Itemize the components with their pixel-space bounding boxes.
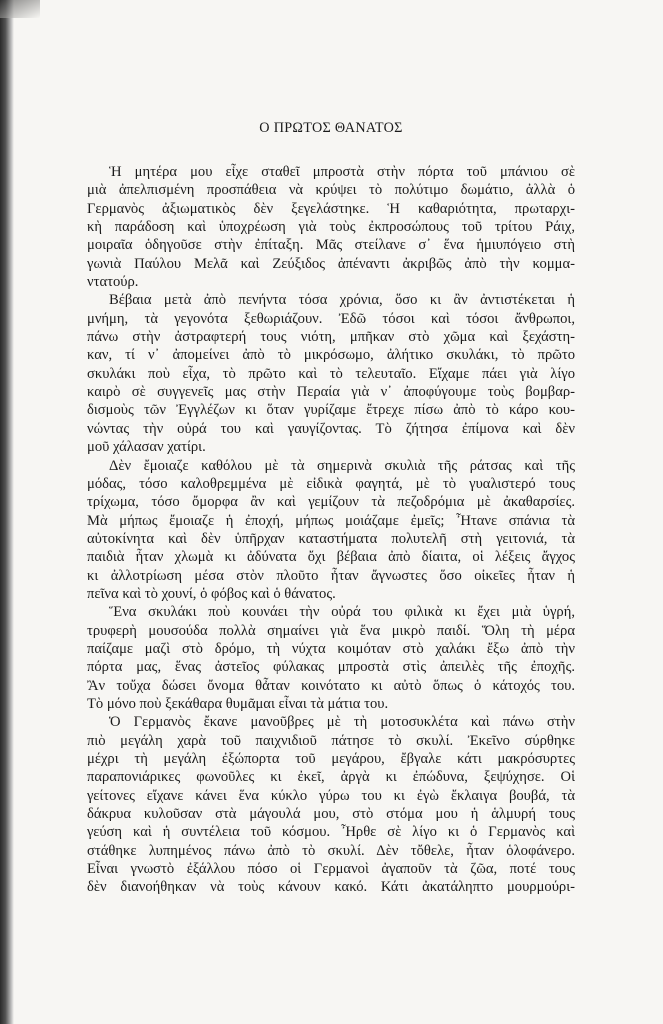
text-line: μόδας, τόσο καλοθρεμμένα μὲ εἰδικὰ φαγητά, μὲ τὸ γυαλιστερό τους: [87, 475, 575, 492]
text-line: Βέβαια μετὰ ἀπὸ πενήντα τόσα χρόνια, ὅσο κι ἂν ἀντιστέκεται ἡ: [109, 292, 575, 309]
text-line: νώντας τὴν οὐρά του καὶ γαυγίζοντας. Τὸ ζήτησα ἐπίμονα καὶ δὲν: [87, 420, 575, 437]
page-gutter-shadow: [0, 0, 14, 1024]
text-line: δάκρυα κυλοῦσαν στὰ μάγουλά μου, στὸ στόμα μου ἡ ἁλμυρή τους: [87, 806, 575, 823]
chapter-title: Ο ΠΡΩΤΟΣ ΘΑΝΑΤΟΣ: [259, 120, 403, 136]
text-line: Ἡ μητέρα μου εἶχε σταθεῖ μπροστὰ στὴν πόρτα τοῦ μπάνιου σὲ: [109, 164, 575, 180]
text-line: γωνιὰ Παύλου Μελᾶ καὶ Ζεύξιδος ἀπέναντι ἀκριβῶς ἀπὸ τὴν κομμα-: [87, 255, 575, 272]
text-line: Ἂν τοὔχα δώσει ὄνομα θἆταν κοινότατο κι αὐτὸ ὅπως ὁ κάτοχός του.: [87, 677, 575, 694]
page-content: [87, 120, 575, 897]
text-line: καιρὸ σὲ συγγενεῖς μας στὴν Περαία γιὰ ν᾽ ἀποφύγουμε τοὺς βομβαρ-: [87, 384, 575, 401]
text-line: πιὸ μεγάλη χαρὰ τοῦ παιχνιδιοῦ πάτησε τὸ σκυλί. Ἐκεῖνο σύρθηκε: [87, 732, 575, 749]
text-line: γείτονες εἴχανε κάνει ἕνα κύκλο γύρω του κι ἐγὼ ἔκλαιγα βουβά, τὰ: [87, 787, 575, 804]
text-line: Εἶναι γνωστὸ ἐξάλλου πόσο οἱ Γερμανοὶ ἀγαποῦν τὰ ζῶα, ποτέ τους: [87, 861, 575, 878]
paragraph: [87, 603, 575, 713]
text-line: κι ἀλλοτρίωση μέσα στὸν πλοῦτο ἦταν ἄγνωστες ὅσο οἰκεῖες ἦταν ἡ: [87, 567, 575, 584]
text-line: Ἕνα σκυλάκι ποὺ κουνάει τὴν οὐρά του φιλικὰ κι ἔχει μιὰ ὑγρή,: [109, 604, 575, 621]
text-line: κὴ παράδοση καὶ ὑποχρέωση γιὰ τοὺς ἐκπροσώπους τοῦ τρίτου Ράιχ,: [87, 219, 575, 236]
text-line: δὲν διανοήθηκαν νὰ τοὺς κάνουν κακό. Κάτι ἀκατάληπτο μουρμούρι-: [87, 879, 575, 896]
text-line: παραπονιάρικες φωνοῦλες κι ἐκεῖ, ἀργὰ κι ἐπώδυνα, ξεψύχησε. Οἱ: [87, 769, 575, 786]
text-line: Γερμανὸς ἀξιωματικὸς δὲν ξεγελάστηκε. Ἡ καθαριότητα, πρωταρχι-: [87, 200, 575, 217]
text-line: γεύση καὶ ἡ συντέλεια τοῦ κόσμου. Ἦρθε σὲ λίγο κι ὁ Γερμανὸς καὶ: [87, 824, 575, 841]
text-line: Δὲν ἔμοιαζε καθόλου μὲ τὰ σημερινὰ σκυλιὰ τῆς ράτσας καὶ τῆς: [109, 457, 575, 474]
text-line: πεῖνα καὶ τὸ χουνί, ὁ φόβος καὶ ὁ θάνατος.: [87, 585, 336, 602]
paragraph: [87, 163, 575, 291]
paragraph: [87, 291, 575, 456]
text-line: Ὁ Γερμανὸς ἔκανε μανοῦβρες μὲ τὴ μοτοσυκλέτα καὶ πάνω στὴν: [109, 714, 575, 731]
paragraph: [87, 713, 575, 896]
text-line: τρίχωμα, τόσο ὄμορφα ἂν καὶ γεμίζουν τὰ πεζοδρόμια μὲ ἀκαθαρσίες.: [87, 494, 575, 511]
paragraph: [87, 457, 575, 604]
text-line: Τὸ μόνο ποὺ ξεκάθαρα θυμᾶμαι εἶναι τὰ μάτια του.: [87, 695, 389, 712]
text-line: καν, τί ν᾽ ἀπομείνει ἀπὸ τὸ μικρόσωμο, ἀλήτικο σκυλάκι, τὸ πρῶτο: [87, 347, 575, 364]
text-line: μνήμη, τὰ γεγονότα ξεθωριάζουν. Ἐδῶ τόσοι καὶ τόσοι ἄνθρωποι,: [87, 310, 575, 327]
text-line: αὐτοκίνητα καὶ δὲν ὑπῆρχαν καταστήματα πολυτελῆ στὴ γειτονιά, τὰ: [87, 530, 575, 547]
text-line: πάνω στὴν ἀστραφτερή τους νιότη, μπῆκαν στὸ χῶμα καὶ ξεχάστη-: [87, 329, 575, 346]
text-line: μιὰ ἀπελπισμένη προσπάθεια νὰ κρύψει τὸ πολύτιμο δωμάτιο, ἀλλὰ ὁ: [87, 182, 575, 199]
text-line: σκυλάκι ποὺ εἶχα, τὸ πρῶτο καὶ τὸ τελευταῖο. Εἴχαμε πάει γιὰ λίγο: [87, 365, 575, 382]
text-line: στάθηκε λυπημένος πάνω ἀπὸ τὸ σκυλί. Δὲν τὄθελε, ἦταν ὁλοφάνερο.: [87, 842, 575, 859]
text-line: ντατούρ.: [87, 274, 139, 291]
text-line: μέχρι τὴ μεγάλη ἐξώπορτα τοῦ μεγάρου, ἔβγαλε κάτι μακρόσυρτες: [87, 751, 575, 767]
text-line: μοῦ χάλασαν χατίρι.: [87, 439, 206, 456]
text-line: μοιραῖα ὁδηγοῦσε στὴν ἐπίταξη. Μᾶς στείλανε σ᾽ ἕνα ἡμιυπόγειο στὴ: [87, 237, 575, 254]
text-body: [87, 163, 575, 897]
text-line: πόρτα μας, ἕνας ἀστεῖος φύλακας μπροστὰ στὶς ἀπειλὲς τῆς ἐποχῆς.: [87, 659, 575, 676]
page-corner-shadow: [0, 0, 40, 18]
text-line: Μὰ μήπως ἔμοιαζε ἡ ἐποχή, μήπως μοιάζαμε ἐμεῖς; Ἦτανε σπάνια τὰ: [87, 512, 575, 529]
text-line: παίζαμε μαζὶ στὸ δρόμο, τὴ νύχτα κοιμόταν στὸ χαλάκι ἔξω ἀπὸ τὴν: [87, 640, 575, 657]
text-line: τρυφερὴ μουσούδα πολλὰ σημαίνει γιὰ ἕνα μικρὸ παιδί. Ὅλη τὴ μέρα: [87, 622, 575, 639]
text-line: δισμοὺς τῶν Ἐγγλέζων κι ὅταν γυρίζαμε ἔτρεχε πίσω ἀπὸ τὸ κάρο κου-: [87, 402, 575, 419]
text-line: παιδιὰ ἦταν χλωμὰ κι ἀδύνατα ὄχι βέβαια ἀπὸ δίαιτα, οἱ λέξεις ἄγχος: [87, 549, 575, 566]
